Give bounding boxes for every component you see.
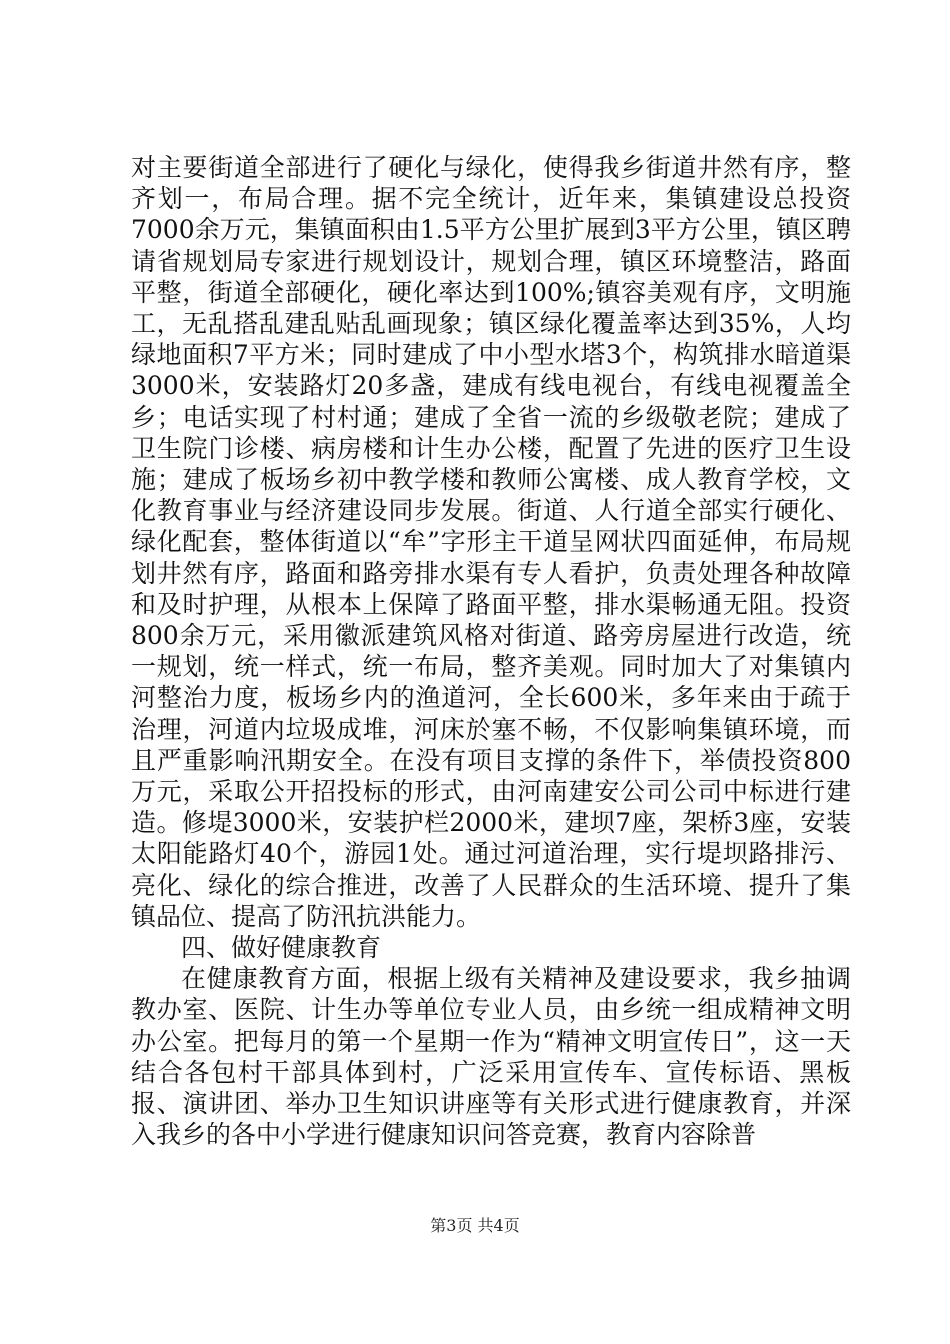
page-footer: 第3页 共4页	[430, 1216, 520, 1235]
body-paragraph: 在健康教育方面，根据上级有关精神及建设要求，我乡抽调教办室、医院、计生办等单位专业人员，由乡统一组成精神文明办公室。把每月的第一个星期一作为“精神文明宣传日”，这一天结合各包村干部具体到村，广泛采用宣传车、宣传标语、黑板报、演讲团、举办卫生知识讲座等有关形式进行健康教育，并深入我乡的各中小学进行健康知识问答竞赛，教育内容除普	[131, 964, 851, 1150]
body-paragraph: 对主要街道全部进行了硬化与绿化，使得我乡街道井然有序，整齐划一，布局合理。据不完全统计，近年来，集镇建设总投资7000余万元，集镇面积由1.5平方公里扩展到3平方公里，镇区聘请省规划局专家进行规划设计，规划合理，镇区环境整洁，路面平整，街道全部硬化，硬化率达到100%;镇容美观有序，文明施工，无乱搭乱建乱贴乱画现象；镇区绿化覆盖率达到35%，人均绿地面积7平方米；同时建成了中小型水塔3个，构筑排水暗道渠3000米，安装路灯20多盏，建成有线电视台，有线电视覆盖全乡；电话实现了村村通；建成了全省一流的乡级敬老院；建成了卫生院门诊楼、病房楼和计生办公楼，配置了先进的医疗卫生设施；建成了板场乡初中教学楼和教师公寓楼、成人教育学校，文化教育事业与经济建设同步发展。街道、人行道全部实行硬化、绿化配套，整体街道以“牟”字形主干道呈网状四面延伸，布局规划井然有序，路面和路旁排水渠有专人看护，负责处理各种故障和及时护理，从根本上保障了路面平整，排水渠畅通无阻。投资800余万元，采用徽派建筑风格对街道、路旁房屋进行改造，统一规划，统一样式，统一布局，整齐美观。同时加大了对集镇内河整治力度，板场乡内的渔道河，全长600米，多年来由于疏于治理，河道内垃圾成堆，河床於塞不畅，不仅影响集镇环境，而且严重影响汛期安全。在没有项目支撑的条件下，举债投资800万元，采取公开招投标的形式，由河南建安公司公司中标进行建造。修堤3000米，安装护栏2000米，建坝7座，架桥3座，安装太阳能路灯40个，游园1处。通过河道治理，实行堤坝路排污、亮化、绿化的综合推进，改善了人民群众的生活环境、提升了集镇品位、提高了防汛抗洪能力。	[131, 153, 851, 931]
document-body	[131, 152, 851, 1151]
section-heading: 四、做好健康教育	[181, 933, 382, 963]
